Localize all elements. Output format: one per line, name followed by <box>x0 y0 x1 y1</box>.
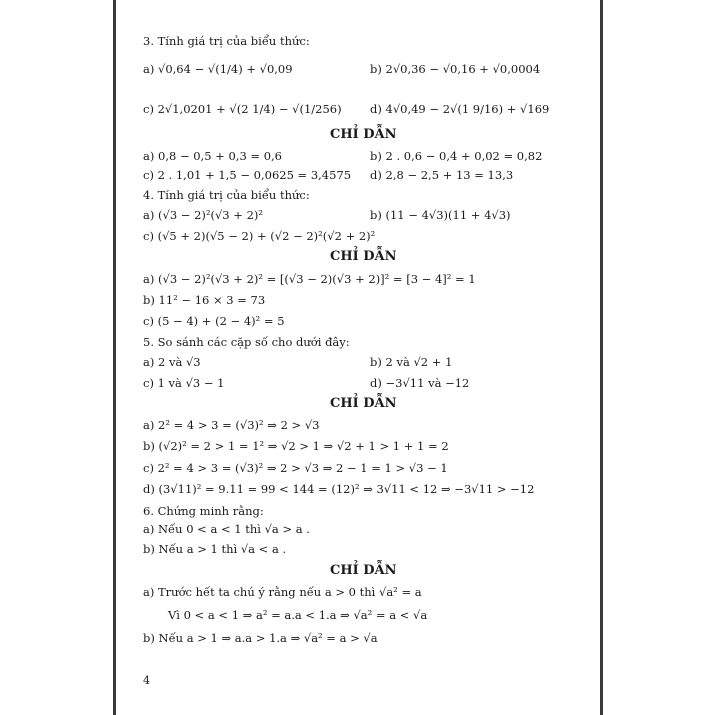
ex3-hint-d: d) 2,8 − 2,5 + 13 = 13,3 <box>370 168 514 182</box>
ex3-title: 3. Tính giá trị của biểu thức: <box>143 34 310 48</box>
ex5-hint-b: b) (√2)² = 2 > 1 = 1² ⇒ √2 > 1 ⇒ √2 + 1 > 1 + 1 = 2 <box>143 439 449 453</box>
ex6-hint-b: b) Nếu a > 1 ⇒ a.a > 1.a ⇒ √a² = a > √a <box>143 631 378 645</box>
ex4-c: c) (√5 + 2)(√5 − 2) + (√2 − 2)²(√2 + 2)² <box>143 229 376 243</box>
ex5-title: 5. So sánh các cặp số cho dưới đây: <box>143 335 350 349</box>
ex5-hint-heading: CHỈ DẪN <box>330 396 397 411</box>
ex6-b: b) Nếu a > 1 thì √a < a . <box>143 542 287 556</box>
ex4-hint-a: a) (√3 − 2)²(√3 + 2)² = [(√3 − 2)(√3 + 2)]² = [3 − 4]² = 1 <box>143 272 476 286</box>
ex6-hint-heading: CHỈ DẪN <box>330 563 397 578</box>
ex5-hint-a: a) 2² = 4 > 3 = (√3)² ⇒ 2 > √3 <box>143 418 320 432</box>
ex6-hint-a1: a) Trước hết ta chú ý rằng nếu a > 0 thì √a² = a <box>143 585 422 599</box>
ex3-c: c) 2√1,0201 + √(2 1/4) − √(1/256) <box>143 102 342 116</box>
ex6-hint-a2: Vì 0 < a < 1 ⇒ a² = a.a < 1.a ⇒ √a² = a < √a <box>168 608 428 622</box>
ex5-a: a) 2 và √3 <box>143 355 201 369</box>
ex3-hint-a: a) 0,8 − 0,5 + 0,3 = 0,6 <box>143 149 282 163</box>
ex4-a: a) (√3 − 2)²(√3 + 2)² <box>143 208 263 222</box>
ex5-c: c) 1 và √3 − 1 <box>143 376 225 390</box>
ex4-hint-b: b) 11² − 16 × 3 = 73 <box>143 293 266 307</box>
ex5-d: d) −3√11 và −12 <box>370 376 470 390</box>
right-background <box>603 0 715 715</box>
ex5-hint-c: c) 2² = 4 > 3 = (√3)² ⇒ 2 > √3 ⇒ 2 − 1 = 1 > √3 − 1 <box>143 461 448 475</box>
left-background <box>0 0 113 715</box>
ex5-hint-d: d) (3√11)² = 9.11 = 99 < 144 = (12)² ⇒ 3√11 < 12 ⇒ −3√11 > −12 <box>143 482 535 496</box>
ex3-a: a) √0,64 − √(1/4) + √0,09 <box>143 62 293 76</box>
ex6-a: a) Nếu 0 < a < 1 thì √a > a . <box>143 522 310 536</box>
ex3-b: b) 2√0,36 − √0,16 + √0,0004 <box>370 62 541 76</box>
ex4-hint-heading: CHỈ DẪN <box>330 249 397 264</box>
page-number: 4 <box>143 674 150 687</box>
ex5-b: b) 2 và √2 + 1 <box>370 355 453 369</box>
ex3-hint-b: b) 2 . 0,6 − 0,4 + 0,02 = 0,82 <box>370 149 543 163</box>
ex3-hint-c: c) 2 . 1,01 + 1,5 − 0,0625 = 3,4575 <box>143 168 352 182</box>
ex4-hint-c: c) (5 − 4) + (2 − 4)² = 5 <box>143 314 285 328</box>
ex4-b: b) (11 − 4√3)(11 + 4√3) <box>370 208 511 222</box>
ex4-title: 4. Tính giá trị của biểu thức: <box>143 188 310 202</box>
ex6-title: 6. Chứng minh rằng: <box>143 504 264 518</box>
ex3-hint-heading: CHỈ DẪN <box>330 127 397 142</box>
ex3-d: d) 4√0,49 − 2√(1 9/16) + √169 <box>370 102 550 116</box>
